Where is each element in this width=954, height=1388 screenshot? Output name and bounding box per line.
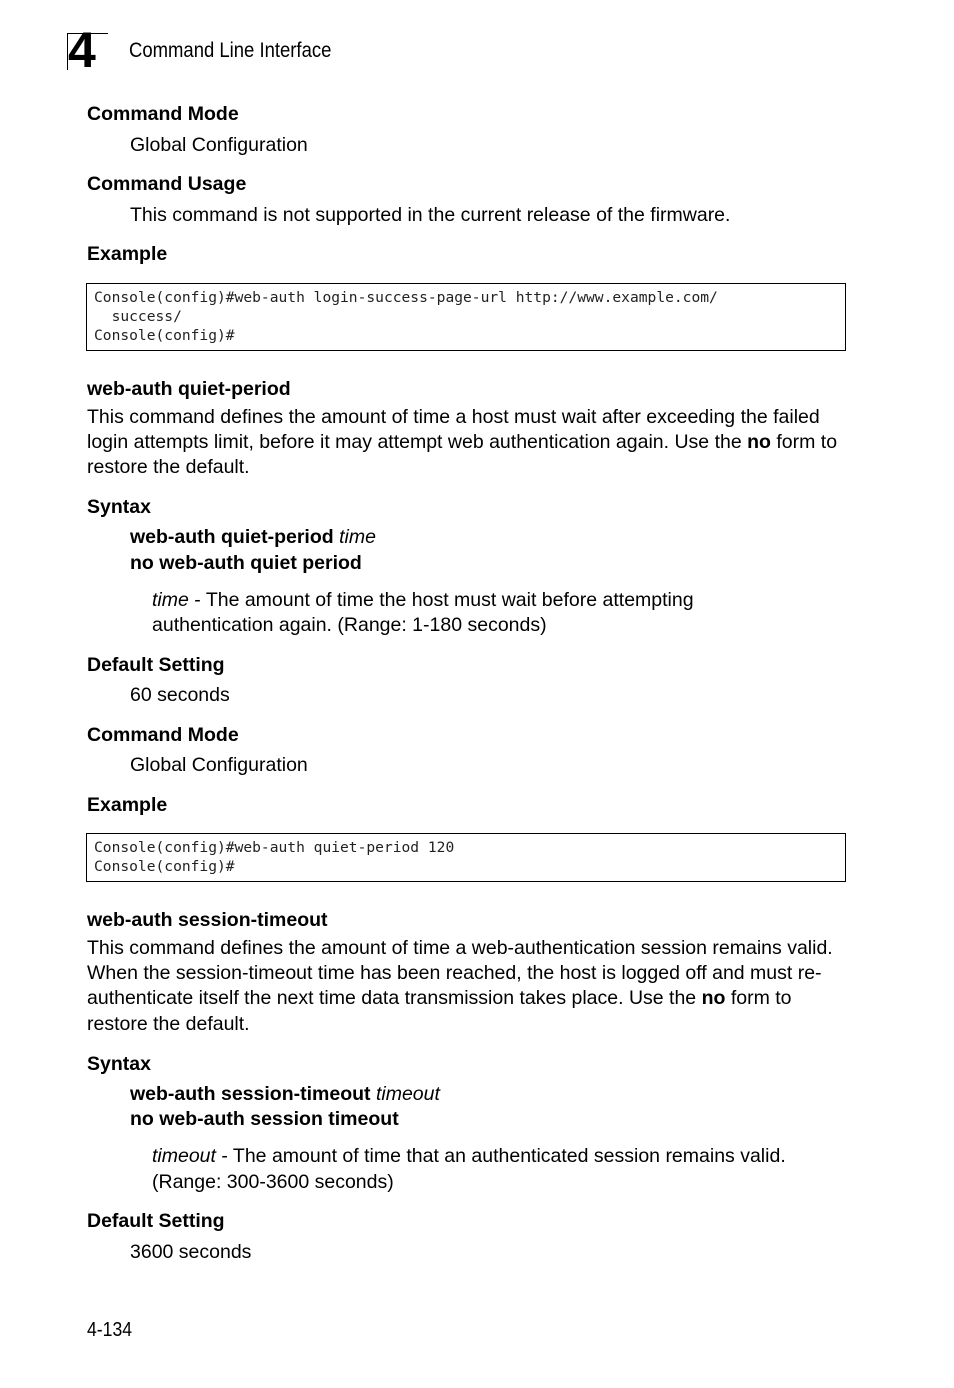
default-setting-value: 60 seconds <box>130 684 230 706</box>
command-mode-heading: Command Mode <box>87 103 239 125</box>
desc-text: This command defines the amount of time a host must wait after exceeding the failed login attempts limit, before it may attempt web authentication again. Use the <box>87 406 820 454</box>
desc-keyword-no: no <box>747 431 771 454</box>
parameter-description <box>152 588 694 613</box>
session-timeout-description <box>87 936 847 1037</box>
syntax-no-form: no web-auth session timeout <box>130 1108 399 1130</box>
syntax-heading: Syntax <box>87 496 151 518</box>
running-header-title: Command Line Interface <box>129 39 332 62</box>
desc-text-end: form to restore the default. <box>87 431 838 479</box>
syntax-parameter: timeout <box>375 1083 440 1105</box>
parameter-description-cont: authentication again. (Range: 1-180 seconds) <box>152 614 547 636</box>
desc-text: This command defines the amount of time a web-authentication session remains valid. When the session-timeout time has been reached, the host is logged off and must re-authenticate itself the next time data transmission takes place. Use the <box>87 937 833 1010</box>
desc-keyword-no: no <box>701 987 726 1010</box>
parameter-description-cont: (Range: 300-3600 seconds) <box>152 1171 394 1193</box>
default-setting-heading: Default Setting <box>87 654 225 676</box>
syntax-heading: Syntax <box>87 1053 151 1075</box>
example-code-block: Console(config)#web-auth login-success-page-url http://www.example.com/ success/ Console(config)# <box>86 283 846 351</box>
parameter-text: - The amount of time that an authenticated session remains valid. <box>215 1145 786 1167</box>
syntax-command: web-auth session-timeout <box>130 1083 371 1105</box>
parameter-text: - The amount of time the host must wait before attempting <box>188 589 694 611</box>
example-code-block: Console(config)#web-auth quiet-period 120 Console(config)# <box>86 833 846 882</box>
command-mode-value: Global Configuration <box>130 754 308 776</box>
default-setting-value: 3600 seconds <box>130 1241 252 1263</box>
session-timeout-title: web-auth session-timeout <box>87 909 328 931</box>
parameter-name: time <box>152 589 189 611</box>
syntax-command-line <box>130 525 376 550</box>
command-mode-value: Global Configuration <box>130 134 308 156</box>
default-setting-heading: Default Setting <box>87 1210 225 1232</box>
command-usage-heading: Command Usage <box>87 173 247 195</box>
syntax-command: web-auth quiet-period <box>130 526 334 548</box>
quiet-period-title: web-auth quiet-period <box>87 378 291 400</box>
syntax-no-form: no web-auth quiet period <box>130 552 362 574</box>
parameter-description <box>152 1144 786 1169</box>
page-number: 4-134 <box>87 1319 133 1341</box>
example-heading: Example <box>87 243 168 265</box>
syntax-command-line <box>130 1082 440 1107</box>
quiet-period-description <box>87 405 847 481</box>
desc-text-end: form to restore the default. <box>87 987 792 1035</box>
command-mode-heading: Command Mode <box>87 724 239 746</box>
command-usage-text: This command is not supported in the current release of the firmware. <box>130 204 731 226</box>
chapter-number: 4 <box>68 22 95 78</box>
example-heading: Example <box>87 794 168 816</box>
parameter-name: timeout <box>152 1145 216 1167</box>
syntax-parameter: time <box>339 526 376 548</box>
